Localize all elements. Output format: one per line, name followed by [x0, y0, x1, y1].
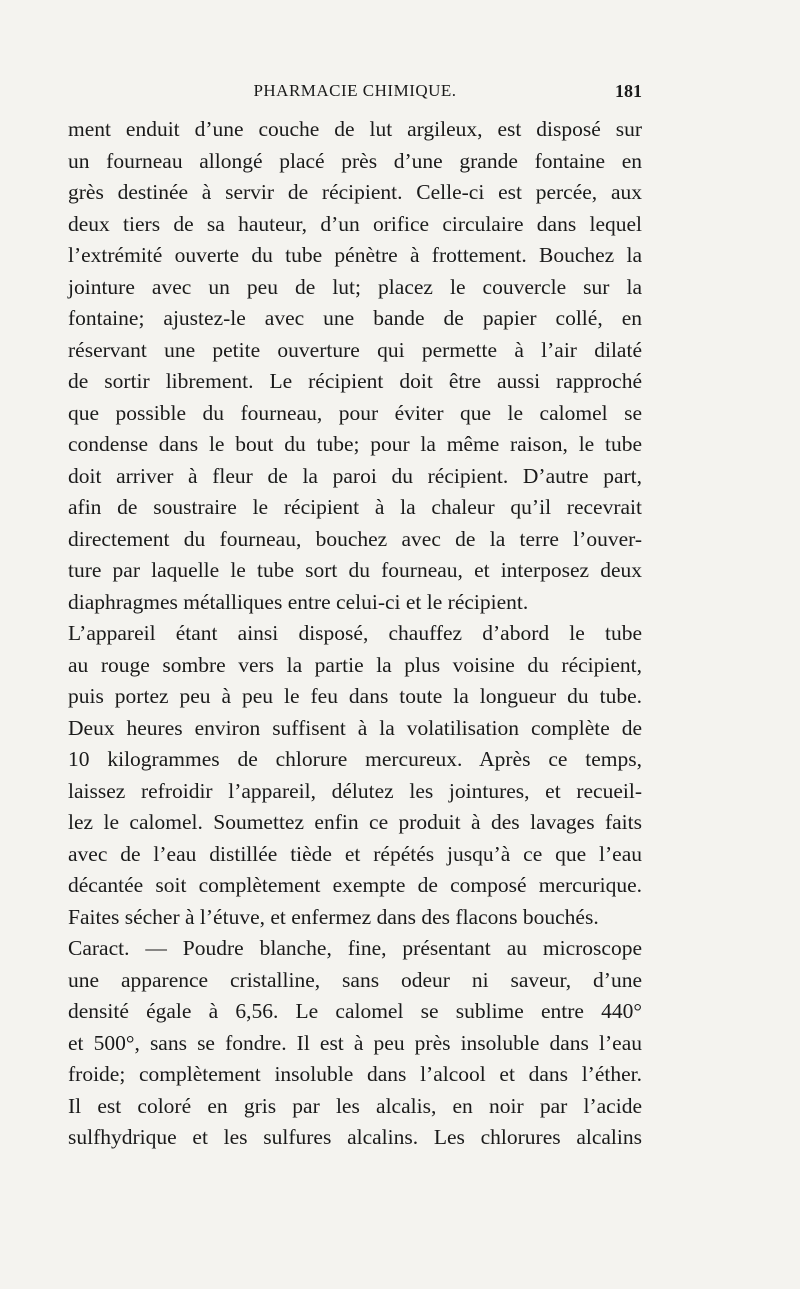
text-line: ment enduit d’une couche de lut argileux, est disposé sur	[68, 117, 642, 141]
text-line: densité égale à 6,56. Le calomel se sublime entre 440°	[68, 999, 642, 1023]
text-line: fontaine; ajustez-le avec une bande de papier collé, en	[68, 306, 642, 330]
text-line: avec de l’eau distillée tiède et répétés jusqu’à ce que l’eau	[68, 841, 642, 866]
text-line: deux tiers de sa hauteur, d’un orifice circulaire dans lequel	[68, 211, 642, 236]
text-line: grès destinée à servir de récipient. Celle-ci est percée, aux	[68, 180, 642, 204]
text-line: froide; complètement insoluble dans l’alcool et dans l’éther.	[68, 1062, 642, 1086]
text-line: afin de soustraire le récipient à la chaleur qu’il recevrait	[68, 495, 642, 519]
text-line: condense dans le bout du tube; pour la même raison, le tube	[68, 432, 642, 456]
text-line: diaphragmes métalliques entre celui-ci et le récipient.	[68, 589, 529, 614]
body-text	[68, 114, 642, 1154]
text-line: ture par laquelle le tube sort du fourneau, et interposez deux	[68, 558, 642, 582]
text-line: l’extrémité ouverte du tube pénètre à frottement. Bouchez la	[68, 243, 642, 267]
page-number: 181	[615, 81, 642, 101]
text-line: au rouge sombre vers la partie la plus voisine du récipient,	[68, 652, 642, 677]
text-line: laissez refroidir l’appareil, délutez les jointures, et recueil-	[68, 778, 642, 803]
text-line: un fourneau allongé placé près d’une grande fontaine en	[68, 148, 642, 173]
text-line: Il est coloré en gris par les alcalis, en noir par l’acide	[68, 1093, 642, 1118]
text-line: une apparence cristalline, sans odeur ni saveur, d’une	[68, 967, 642, 992]
running-title: PHARMACIE CHIMIQUE.	[253, 81, 457, 100]
text-line: L’appareil étant ainsi disposé, chauffez d’abord le tube	[68, 621, 642, 645]
text-line: sulfhydrique et les sulfures alcalins. Les chlorures alcalins	[68, 1125, 642, 1149]
text-line: de sortir librement. Le récipient doit être aussi rapproché	[68, 369, 642, 393]
text-line-caract: Caract. — Poudre blanche, fine, présentant au microscope	[68, 936, 642, 960]
text-line: lez le calomel. Soumettez enfin ce produit à des lavages faits	[68, 810, 642, 834]
text-line: jointure avec un peu de lut; placez le couvercle sur la	[68, 274, 642, 299]
page-header	[68, 77, 642, 105]
text-line: 10 kilogrammes de chlorure mercureux. Après ce temps,	[68, 747, 642, 771]
text-line: directement du fourneau, bouchez avec de la terre l’ouver-	[68, 526, 642, 551]
text-line: réservant une petite ouverture qui permette à l’air dilaté	[68, 337, 642, 362]
text-line: et 500°, sans se fondre. Il est à peu près insoluble dans l’eau	[68, 1030, 642, 1055]
text-line: que possible du fourneau, pour éviter que le calomel se	[68, 400, 642, 425]
text-line: doit arriver à fleur de la paroi du récipient. D’autre part,	[68, 463, 642, 488]
text-line: Deux heures environ suffisent à la volatilisation complète de	[68, 715, 642, 740]
text-line: puis portez peu à peu le feu dans toute la longueur du tube.	[68, 684, 642, 708]
text-line: décantée soit complètement exempte de composé mercurique.	[68, 873, 642, 897]
text-line: Faites sécher à l’étuve, et enfermez dans des flacons bouchés.	[68, 904, 599, 929]
